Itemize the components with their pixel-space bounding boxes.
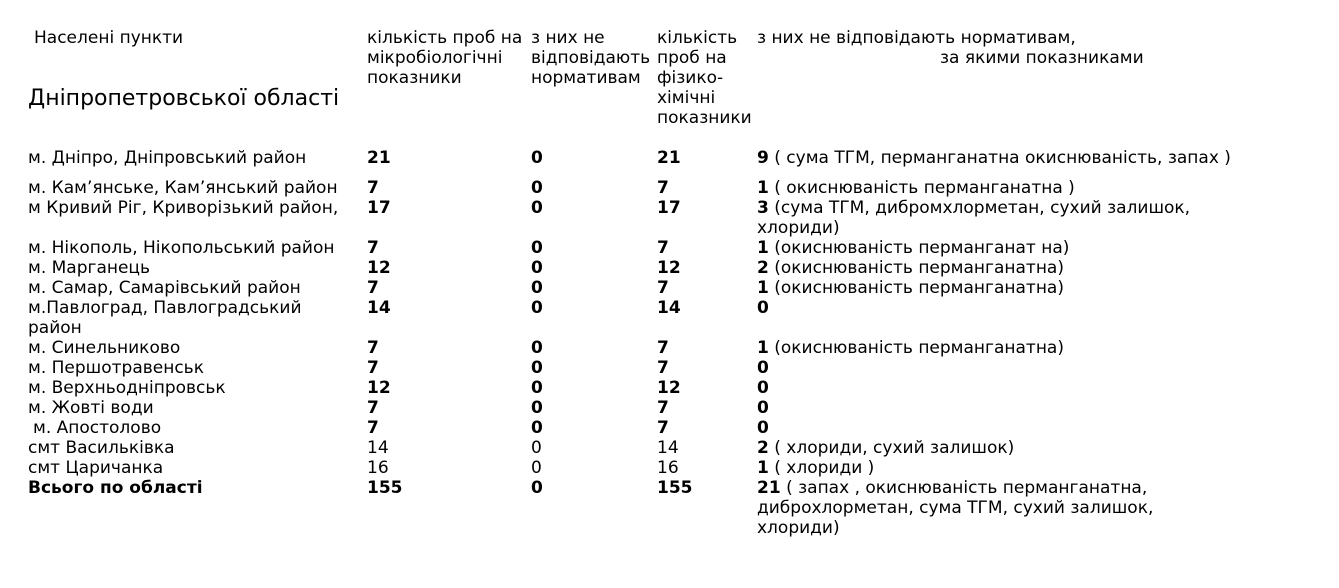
micro-count: 21 <box>367 148 391 168</box>
phys-bad-cell <box>757 438 1247 458</box>
phys-bad-count: 1 <box>757 338 769 358</box>
phys-bad-desc: ( запах , окиснюваність перманганатна, диброхлорметан, сума ТГМ, сухий залишок, хлориди) <box>757 478 1154 538</box>
phys-bad-count: 0 <box>757 398 769 418</box>
phys-bad-desc: (сума ТГМ, дибромхлорметан, сухий залишок, хлориди) <box>757 198 1191 238</box>
phys-count: 7 <box>657 358 669 378</box>
phys-count: 14 <box>657 298 681 318</box>
micro-count: 7 <box>367 278 379 298</box>
phys-bad-desc: (окиснюваність перманганатна) <box>768 278 1064 298</box>
table-row <box>0 458 1339 478</box>
table-row <box>0 258 1339 278</box>
header-micro-nonconforming: з них не відповідають нормативам <box>531 28 651 88</box>
settlement-name: м. Самар, Самарівський район <box>28 278 301 298</box>
micro-bad-count: 0 <box>531 198 543 218</box>
settlement-name: м Кривий Ріг, Криворізький район, <box>28 198 339 218</box>
table-row <box>0 298 1339 338</box>
micro-count: 12 <box>367 258 391 278</box>
phys-bad-desc: ( окиснюваність перманганатна ) <box>768 178 1075 198</box>
phys-bad-cell <box>757 478 1187 538</box>
micro-bad-count: 0 <box>531 478 543 498</box>
table-row <box>0 378 1339 398</box>
phys-bad-cell <box>757 238 1247 258</box>
micro-count: 7 <box>367 418 379 438</box>
settlement-name: м. Першотравенськ <box>28 358 204 378</box>
header-phys-samples: кількість проб на фізико-хімічні показники <box>657 28 752 128</box>
micro-bad-count: 0 <box>531 438 542 458</box>
phys-count: 7 <box>657 238 669 258</box>
phys-count: 12 <box>657 258 681 278</box>
total-label: Всього по області <box>28 478 203 498</box>
table-row <box>0 198 1339 238</box>
table-row <box>0 358 1339 378</box>
micro-count: 7 <box>367 398 379 418</box>
phys-bad-count: 2 <box>757 258 769 278</box>
micro-bad-count: 0 <box>531 148 543 168</box>
phys-count: 16 <box>657 458 679 478</box>
phys-count: 14 <box>657 438 679 458</box>
phys-bad-count: 3 <box>757 198 769 218</box>
micro-count: 7 <box>367 338 379 358</box>
phys-bad-count: 1 <box>757 458 769 478</box>
phys-bad-count: 0 <box>757 378 769 398</box>
settlement-name: м. Жовті води <box>28 398 154 418</box>
settlement-name: м. Верхньодніпровськ <box>28 378 226 398</box>
phys-bad-cell <box>757 378 1247 398</box>
phys-bad-cell <box>757 358 1247 378</box>
phys-bad-cell <box>757 198 1247 238</box>
micro-count: 7 <box>367 238 379 258</box>
header-settlements: Населені пункти <box>34 28 184 48</box>
micro-bad-count: 0 <box>531 338 543 358</box>
micro-count: 17 <box>367 198 391 218</box>
header-region: Дніпропетровської області <box>28 86 340 111</box>
phys-bad-cell <box>757 418 1247 438</box>
phys-bad-desc: ( сума ТГМ, перманганатна окиснюваність, запах ) <box>768 148 1231 168</box>
phys-bad-count: 2 <box>757 438 769 458</box>
phys-bad-desc: (окиснюваність перманганатна) <box>768 338 1064 358</box>
phys-bad-count: 0 <box>757 298 769 318</box>
settlement-name: м. Дніпро, Дніпровський район <box>28 148 307 168</box>
micro-bad-count: 0 <box>531 378 543 398</box>
phys-bad-cell <box>757 278 1247 298</box>
phys-bad-count: 21 <box>757 478 781 498</box>
micro-bad-count: 0 <box>531 258 543 278</box>
phys-bad-desc: (окиснюваність перманганат на) <box>768 238 1070 258</box>
micro-count: 7 <box>367 358 379 378</box>
phys-bad-desc: ( хлориди ) <box>768 458 875 478</box>
phys-count: 7 <box>657 398 669 418</box>
settlement-name: смт Васильківка <box>28 438 175 458</box>
micro-bad-count: 0 <box>531 418 543 438</box>
phys-count: 17 <box>657 198 681 218</box>
settlement-name: м. Апостолово <box>33 418 162 438</box>
phys-bad-cell <box>757 458 1247 478</box>
table-row-total <box>0 478 1339 538</box>
header-phys-nonconforming: з них не відповідають нормативам, <box>757 28 1076 48</box>
table-row <box>0 338 1339 358</box>
micro-count: 16 <box>367 458 389 478</box>
settlement-name: м. Нікополь, Нікопольський район <box>28 238 335 258</box>
phys-bad-cell <box>757 398 1247 418</box>
header-phys-nonconforming-indicators: за якими показниками <box>940 48 1144 68</box>
phys-bad-cell <box>757 148 1247 168</box>
table-row <box>0 238 1339 258</box>
table-row <box>0 438 1339 458</box>
table-row <box>0 178 1339 198</box>
micro-count: 155 <box>367 478 403 498</box>
header-micro-samples: кількість проб на мікробіологічні показники <box>367 28 523 88</box>
micro-count: 14 <box>367 438 389 458</box>
table-row <box>0 278 1339 298</box>
table-row <box>0 398 1339 418</box>
phys-bad-count: 1 <box>757 178 769 198</box>
micro-bad-count: 0 <box>531 358 543 378</box>
settlement-name: м. Синельниково <box>28 338 181 358</box>
phys-bad-count: 1 <box>757 238 769 258</box>
phys-count: 7 <box>657 338 669 358</box>
phys-bad-cell <box>757 178 1247 198</box>
phys-count: 155 <box>657 478 693 498</box>
phys-count: 7 <box>657 418 669 438</box>
micro-count: 7 <box>367 178 379 198</box>
settlement-name: смт Царичанка <box>28 458 164 478</box>
micro-count: 14 <box>367 298 391 318</box>
micro-bad-count: 0 <box>531 298 543 318</box>
phys-bad-cell <box>757 338 1247 358</box>
micro-count: 12 <box>367 378 391 398</box>
phys-count: 12 <box>657 378 681 398</box>
phys-bad-count: 1 <box>757 278 769 298</box>
micro-bad-count: 0 <box>531 458 542 478</box>
table-row <box>0 418 1339 438</box>
phys-bad-desc: (окиснюваність перманганатна) <box>768 258 1064 278</box>
phys-count: 21 <box>657 148 681 168</box>
settlement-name: м.Павлоград, Павлоградський район <box>28 298 302 338</box>
phys-bad-count: 0 <box>757 418 769 438</box>
settlement-name: м. Марганець <box>28 258 151 278</box>
micro-bad-count: 0 <box>531 178 543 198</box>
phys-bad-count: 9 <box>757 148 769 168</box>
micro-bad-count: 0 <box>531 238 543 258</box>
phys-count: 7 <box>657 178 669 198</box>
phys-count: 7 <box>657 278 669 298</box>
micro-bad-count: 0 <box>531 398 543 418</box>
phys-bad-cell <box>757 258 1247 278</box>
table-row <box>0 148 1339 178</box>
phys-bad-cell <box>757 298 1247 318</box>
settlement-name: м. Кам’янське, Кам’янський район <box>28 178 338 198</box>
data-table <box>0 148 1339 538</box>
phys-bad-count: 0 <box>757 358 769 378</box>
micro-bad-count: 0 <box>531 278 543 298</box>
phys-bad-desc: ( хлориди, сухий залишок) <box>768 438 1015 458</box>
